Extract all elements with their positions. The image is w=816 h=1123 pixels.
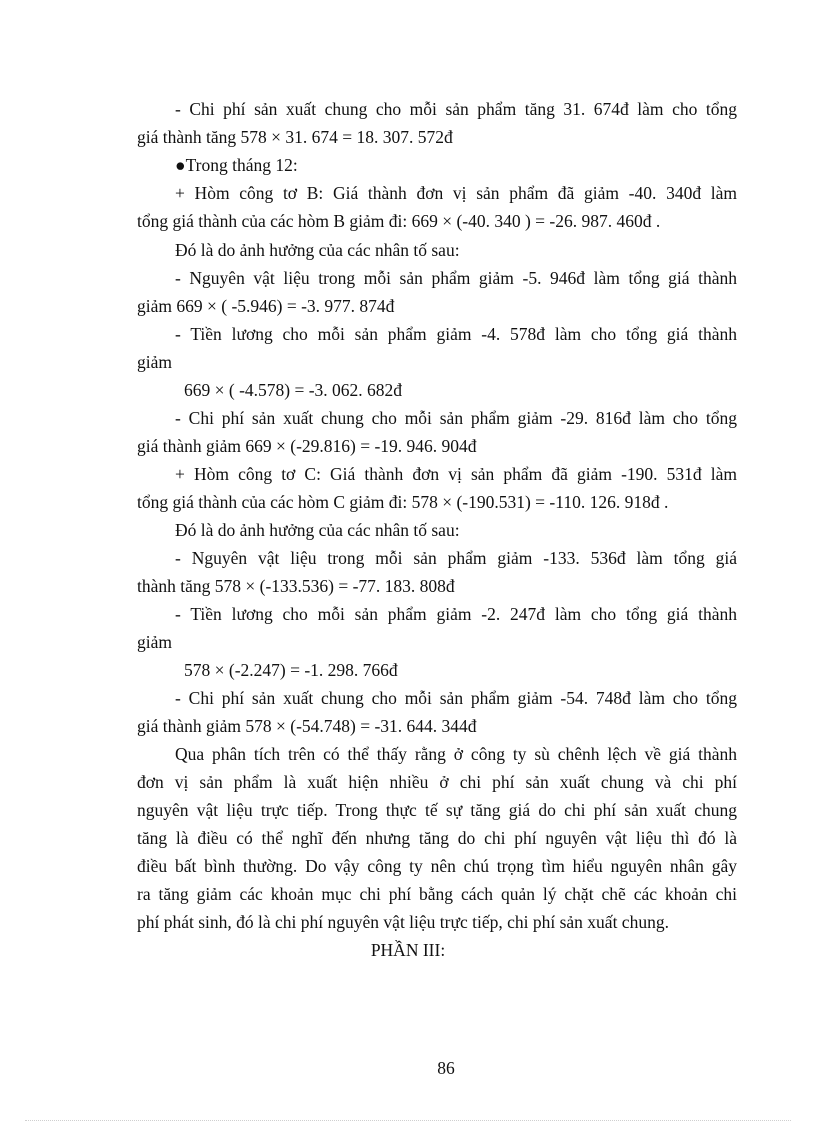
text-line: giảm 669 × ( -5.946) = -3. 977. 874đ xyxy=(137,296,395,316)
text-line: thành tăng 578 × (-133.536) = -77. 183. 808đ xyxy=(137,576,455,596)
text-line: - Nguyên vật liệu trong mỗi sản phẩm giảm -5. 946đ làm tổng giá thành xyxy=(175,268,737,288)
text-line: - Chi phí sản xuất chung cho mỗi sản phẩm giảm -29. 816đ làm cho tổng xyxy=(175,408,737,428)
text-line: giá thành tăng 578 × 31. 674 = 18. 307. 572đ xyxy=(137,127,453,147)
text-line: Đó là do ảnh hưởng của các nhân tố sau: xyxy=(175,240,460,260)
text-line: - Chi phí sản xuất chung cho mỗi sản phẩm giảm -54. 748đ làm cho tổng xyxy=(175,688,737,708)
text-line: Qua phân tích trên có thể thấy rằng ở công ty sù chênh lệch về giá thành xyxy=(175,744,737,764)
text-line: giá thành giảm 669 × (-29.816) = -19. 946. 904đ xyxy=(137,436,477,456)
text-line: ra tăng giảm các khoản mục chi phí bằng cách quản lý chặt chẽ các khoản chi xyxy=(137,884,737,904)
text-line: + Hòm công tơ B: Giá thành đơn vị sản phẩm đã giảm -40. 340đ làm xyxy=(175,183,737,203)
text-line: nguyên vật liệu trực tiếp. Trong thực tế sự tăng giá do chi phí sản xuất chung xyxy=(137,800,737,820)
text-line: ●Trong tháng 12: xyxy=(175,155,298,175)
text-line: tổng giá thành của các hòm B giảm đi: 669 × (-40. 340 ) = -26. 987. 460đ . xyxy=(137,211,661,231)
text-line: + Hòm công tơ C: Giá thành đơn vị sản phẩm đã giảm -190. 531đ làm xyxy=(175,464,737,484)
text-line: giảm xyxy=(137,352,172,372)
text-line: tăng là điều có thể nghĩ đến nhưng tăng do chi phí nguyên vật liệu thì đó là xyxy=(137,828,737,848)
text-line: giá thành giảm 578 × (-54.748) = -31. 644. 344đ xyxy=(137,716,477,736)
text-line: Đó là do ảnh hưởng của các nhân tố sau: xyxy=(175,520,460,540)
text-line: phí phát sinh, đó là chi phí nguyên vật liệu trực tiếp, chi phí sản xuất chung. xyxy=(137,912,669,932)
text-line: giảm xyxy=(137,632,172,652)
text-line: đơn vị sản phẩm là xuất hiện nhiều ở chi phí sản xuất chung và chi phí xyxy=(137,772,737,792)
text-line: - Tiền lương cho mỗi sản phẩm giảm -2. 247đ làm cho tổng giá thành xyxy=(175,604,737,624)
text-line: điều bất bình thường. Do vậy công ty nên chú trọng tìm hiểu nguyên nhân gây xyxy=(137,856,737,876)
page-number: 86 xyxy=(437,1058,455,1078)
text-line: 578 × (-2.247) = -1. 298. 766đ xyxy=(184,660,398,680)
text-line: - Chi phí sản xuất chung cho mỗi sản phẩm tăng 31. 674đ làm cho tổng xyxy=(175,99,737,119)
text-line: - Tiền lương cho mỗi sản phẩm giảm -4. 578đ làm cho tổng giá thành xyxy=(175,324,737,344)
text-line: 669 × ( -4.578) = -3. 062. 682đ xyxy=(184,380,403,400)
section-heading: PHẦN III: xyxy=(370,940,446,960)
text-line: - Nguyên vật liệu trong mỗi sản phẩm giảm -133. 536đ làm tổng giá xyxy=(175,548,737,568)
page-bottom-divider xyxy=(25,1120,791,1121)
text-line: tổng giá thành của các hòm C giảm đi: 578 × (-190.531) = -110. 126. 918đ . xyxy=(137,492,669,512)
